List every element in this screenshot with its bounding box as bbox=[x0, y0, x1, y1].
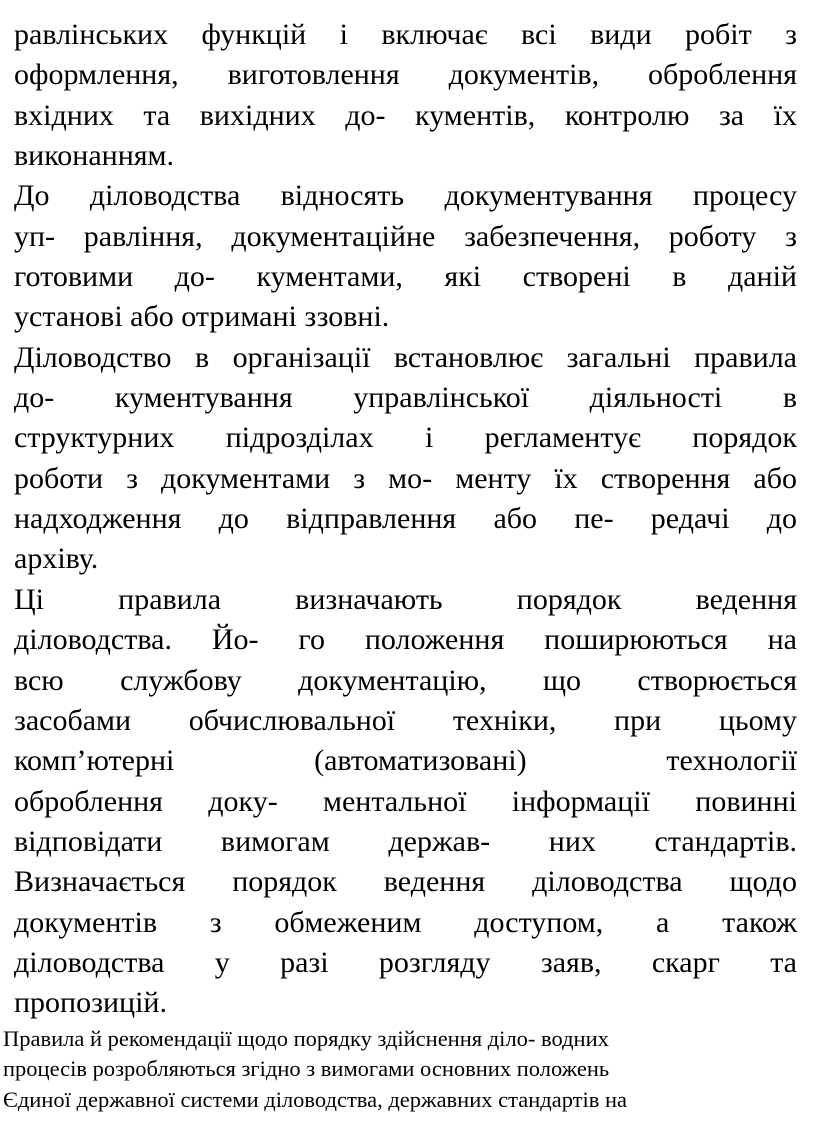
text-line: діловодства. Йо- го положення поширюються на bbox=[14, 623, 797, 657]
paragraph-4 bbox=[14, 580, 797, 1024]
text-line: уп- равління, документаційне забезпечення, роботу з bbox=[14, 219, 797, 253]
main-text-block bbox=[14, 15, 797, 1024]
text-line: оформлення, виготовлення документів, оброблення bbox=[14, 58, 797, 92]
text-line: Визначається порядок ведення діловодства щодо bbox=[14, 865, 797, 899]
text-line: роботи з документами з мо- менту їх створення або bbox=[14, 461, 797, 495]
footnote-line: процесів розробляються згідно з вимогами основних положень bbox=[3, 1056, 610, 1082]
text-line: оброблення доку- ментальної інформації повинні bbox=[14, 784, 797, 818]
text-line: Ці правила визначають порядок ведення bbox=[14, 582, 797, 616]
text-line: засобами обчислювальної техніки, при цьому bbox=[14, 703, 797, 737]
text-line: вхідних та вихідних до- кументів, контролю за їх bbox=[14, 98, 797, 132]
text-line: до- кументування управлінської діяльності в bbox=[14, 381, 797, 415]
paragraph-1 bbox=[14, 15, 797, 176]
text-line: До діловодства відносять документування процесу bbox=[14, 179, 797, 213]
paragraph-3 bbox=[14, 338, 797, 580]
text-line: надходження до відправлення або пе- редачі до bbox=[14, 502, 797, 536]
text-line: відповідати вимогам держав- них стандартів. bbox=[14, 824, 797, 858]
text-line: равлінських функцій і включає всі види робіт з bbox=[14, 18, 797, 51]
text-line: комп’ютерні (автоматизовані) технології bbox=[14, 744, 797, 778]
footnote-line: Правила й рекомендації щодо порядку здійснення діло- водних bbox=[3, 1026, 609, 1051]
text-line: готовими до- кументами, які створені в даній bbox=[14, 260, 797, 294]
text-line: архіву. bbox=[14, 542, 99, 576]
text-line: Діловодство в організації встановлює загальні правила bbox=[14, 340, 797, 374]
text-line: діловодства у разі розгляду заяв, скарг та bbox=[14, 945, 797, 979]
text-line: установі або отримані ззовні. bbox=[14, 300, 390, 334]
text-line: пропозицій. bbox=[14, 986, 167, 1020]
text-line: документів з обмеженим доступом, а також bbox=[14, 905, 797, 939]
text-line: структурних підрозділах і регламентує порядок bbox=[14, 421, 797, 455]
paragraph-2 bbox=[14, 176, 797, 337]
text-line: всю службову документацію, що створюється bbox=[14, 663, 797, 697]
footnote-line: Єдиної державної системи діловодства, державних стандартів на bbox=[3, 1086, 628, 1112]
text-line: виконанням. bbox=[14, 139, 175, 173]
footnote-text-block bbox=[3, 1024, 813, 1115]
